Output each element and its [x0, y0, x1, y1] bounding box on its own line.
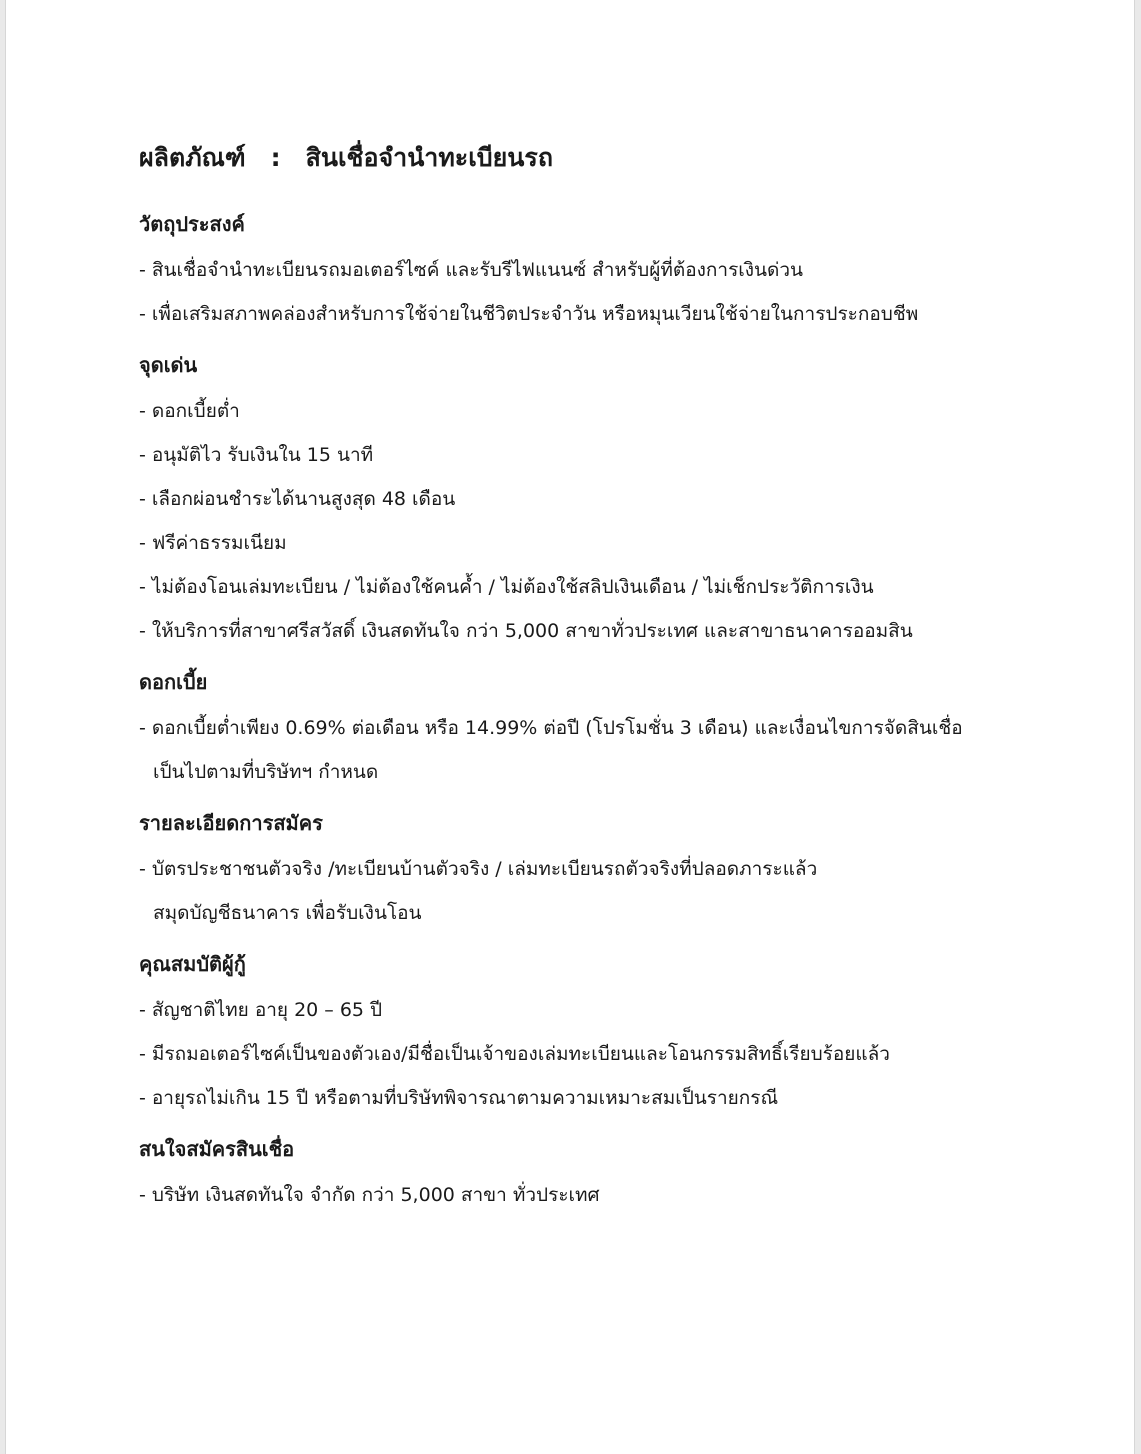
list-item: - สัญชาติไทย อายุ 20 – 65 ปี	[139, 999, 383, 1021]
section-list	[139, 1173, 1039, 1217]
document-page	[5, 0, 1135, 1454]
section-highlights	[139, 345, 1039, 653]
product-title-value: สินเชื่อจำนำทะเบียนรถ	[305, 143, 553, 172]
section-borrower-qualifications	[139, 944, 1039, 1120]
list-item: - ฟรีค่าธรรมเนียม	[139, 532, 287, 554]
section-list	[139, 706, 1039, 794]
section-heading: จุดเด่น	[139, 353, 198, 377]
list-item: - บัตรประชาชนตัวจริง /ทะเบียนบ้านตัวจริง / เล่มทะเบียนรถตัวจริงที่ปลอดภาระแล้ว	[139, 858, 818, 880]
list-item-continuation: สมุดบัญชีธนาคาร เพื่อรับเงินโอน	[153, 902, 422, 924]
section-objectives	[139, 204, 1039, 336]
section-heading: คุณสมบัติผู้กู้	[139, 952, 246, 976]
list-item: - ให้บริการที่สาขาศรีสวัสดิ์ เงินสดทันใจ กว่า 5,000 สาขาทั่วประเทศ และสาขาธนาคารออมสิน	[139, 620, 913, 642]
section-heading: รายละเอียดการสมัคร	[139, 811, 323, 835]
list-item: - เลือกผ่อนชำระได้นานสูงสุด 48 เดือน	[139, 488, 456, 510]
list-item: - มีรถมอเตอร์ไซค์เป็นของตัวเอง/มีชื่อเป็นเจ้าของเล่มทะเบียนและโอนกรรมสิทธิ์เรียบร้อยแล้ว	[139, 1043, 890, 1065]
section-apply-contact	[139, 1129, 1039, 1217]
section-heading: วัตถุประสงค์	[139, 212, 245, 236]
section-interest	[139, 662, 1039, 794]
section-list	[139, 389, 1039, 653]
section-list	[139, 988, 1039, 1120]
list-item: - สินเชื่อจำนำทะเบียนรถมอเตอร์ไซค์ และรับรีไฟแนนซ์ สำหรับผู้ที่ต้องการเงินด่วน	[139, 259, 804, 281]
list-item-continuation: เป็นไปตามที่บริษัทฯ กำหนด	[153, 761, 379, 783]
list-item: - อนุมัติไว รับเงินใน 15 นาที	[139, 444, 374, 466]
product-title-label: ผลิตภัณฑ์	[139, 143, 246, 172]
list-item: - ดอกเบี้ยต่ำ	[139, 400, 240, 422]
list-item: - ดอกเบี้ยต่ำเพียง 0.69% ต่อเดือน หรือ 14.99% ต่อปี (โปรโมชั่น 3 เดือน) และเงื่อนไขการจัดสินเชื่อ	[139, 717, 963, 739]
section-heading: ดอกเบี้ย	[139, 670, 208, 694]
product-title-separator: :	[270, 143, 281, 172]
section-list	[139, 248, 1039, 336]
list-item: - ไม่ต้องโอนเล่มทะเบียน / ไม่ต้องใช้คนค้ำ / ไม่ต้องใช้สลิปเงินเดือน / ไม่เช็กประวัติการเงิน	[139, 576, 874, 598]
list-item: - อายุรถไม่เกิน 15 ปี หรือตามที่บริษัทพิจารณาตามความเหมาะสมเป็นรายกรณี	[139, 1087, 779, 1109]
section-list	[139, 847, 1039, 935]
document-content	[139, 136, 1039, 1226]
list-item: - เพื่อเสริมสภาพคล่องสำหรับการใช้จ่ายในชีวิตประจำวัน หรือหมุนเวียนใช้จ่ายในการประกอบชีพ	[139, 303, 919, 325]
section-heading: สนใจสมัครสินเชื่อ	[139, 1137, 295, 1161]
section-application-details	[139, 803, 1039, 935]
list-item: - บริษัท เงินสดทันใจ จำกัด กว่า 5,000 สาขา ทั่วประเทศ	[139, 1184, 600, 1206]
product-title	[139, 136, 1039, 180]
